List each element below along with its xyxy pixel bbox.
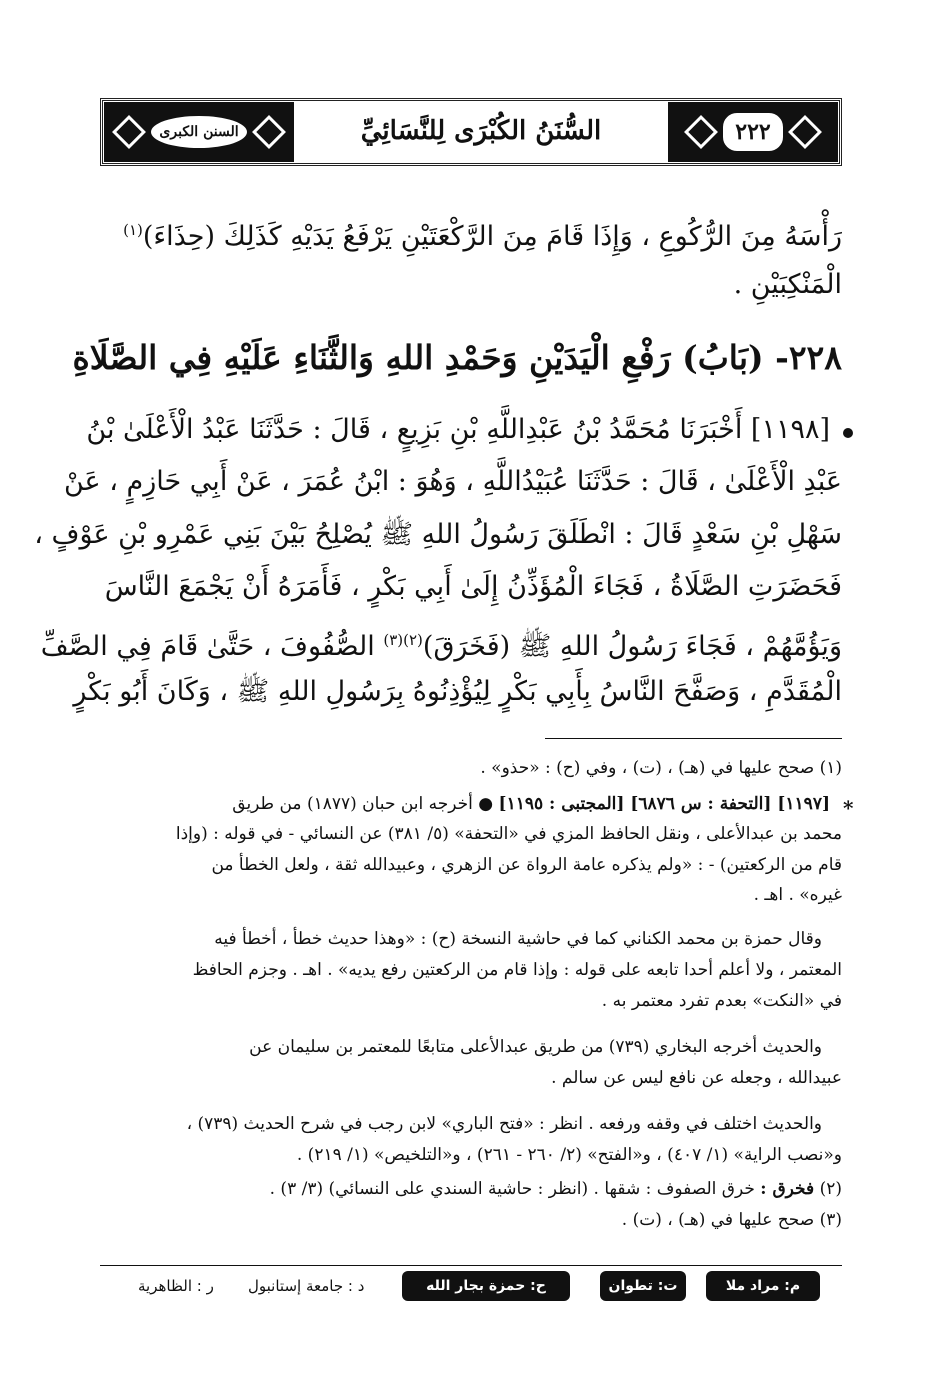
footnote-2-line-2: محمد بن عبدالأعلى ، ونقل الحافظ المزي في «التحفة» (٥/ ٣٨١) عن النسائي - في قوله : (وإذا <box>175 824 842 844</box>
footnote-5-line-2: و«نصب الراية» (١/ ٤٠٧) ، و«الفتح» (٢/ ٢٦٠ - ٢٦١) ، و«التلخيص» (١/ ٢١٩) . <box>296 1145 842 1165</box>
bullet-icon <box>843 428 853 438</box>
hadith-line-5: وَيَؤُمَّهُمْ ، فَجَاءَ رَسُولُ اللهِ ﷺ (فَخَرَقَ)$^{(٢)(٣)}$ الصُّفُوفَ ، حَتَّىٰ قَامَ فِي الصَّفِّ <box>40 631 842 662</box>
footnote-ref: (١) <box>123 221 143 239</box>
footnote-ref: (٢)(٣) <box>383 631 423 649</box>
footnote-4-line-1: والحديث أخرجه البخاري (٧٣٩) من طريق عبدالأعلى متابعًا للمعتمر بن سليمان عن <box>249 1037 822 1057</box>
footnote-4-line-2: عبيدالله ، وجعله عن نافع ليس عن سالم . <box>551 1068 842 1088</box>
footnote-separator <box>545 738 842 739</box>
manuscript-tag-h: ح: حمزة بجار الله <box>402 1271 570 1301</box>
footnote-3-line-1: وقال حمزة بن محمد الكناني كما في حاشية النسخة (ح) : «وهذا حديث خطأ ، أخطأ فيه <box>214 929 822 949</box>
chapter-heading: ٢٢٨- (بَابُ) رَفْعِ الْيَدَيْنِ وَحَمْدِ اللهِ وَالثَّنَاءِ عَلَيْهِ فِي الصَّلَاةِ <box>72 338 842 377</box>
footnote-1: (١) صحح عليها في (هـ) ، (ت) ، وفي (ح) : «حذو» . <box>480 758 842 778</box>
hadith-line-1: [١١٩٨] أَخْبَرَنَا مُحَمَّدُ بْنُ عَبْدِاللَّهِ بْنِ بَزِيعٍ ، قَالَ : حَدَّثَنَا عَبْدُ الْأَعْلَىٰ بْنُ <box>86 414 830 445</box>
continuation-line-2: الْمَنْكِبَيْنِ . <box>733 269 842 300</box>
page-number-ornament <box>668 102 838 162</box>
footnote-7: (٣) صحح عليها في (هـ) ، (ت) . <box>621 1210 842 1230</box>
footnote-5-line-1: والحديث اختلف في وقفه ورفعه . انظر : «فتح الباري» لابن رجب في شرح الحديث (٧٣٩) ، <box>186 1114 822 1134</box>
manuscript-tag-t: ت: تطوان <box>600 1271 686 1301</box>
page-header <box>100 98 842 166</box>
calligraphy-logo: السنن الكبرى <box>151 116 246 148</box>
knot-ornament-icon <box>684 115 718 149</box>
manuscript-tag-m: م: مراد ملا <box>706 1271 820 1301</box>
knot-ornament-icon <box>252 115 286 149</box>
running-title: السُّنَنُ الكُبْرَى لِلنَّسَائِيِّ <box>360 116 602 146</box>
manuscript-label-r: ر : الظاهرية <box>138 1277 214 1295</box>
footnote-star: * <box>843 796 854 820</box>
hadith-line-3: سَهْلِ بْنِ سَعْدٍ قَالَ : انْطَلَقَ رَسُولُ اللهِ ﷺ يُصْلِحُ بَيْنَ بَنِي عَمْرِو بْنِ عَوْفٍ ، <box>34 519 842 550</box>
footnote-2-line-1: [١١٩٧] [التحفة : س ٦٨٧٦] [المجتبى : ١١٩٥] ● أخرجه ابن حبان (١٨٧٧) من طريق <box>232 794 830 814</box>
footnote-3-line-3: في «النكت» بعدم تفرد معتمر به . <box>601 991 842 1011</box>
footnote-2-line-4: غيره» . اهـ . <box>753 885 842 905</box>
knot-ornament-icon <box>112 115 146 149</box>
footnote-2-line-3: قام من الركعتين) - : «ولم يذكره عامة الرواة عن الزهري ، وعبيدالله ثقة ، ولعل الخطأ من <box>211 855 842 875</box>
hadith-line-4: فَحَضَرَتِ الصَّلَاةُ ، فَجَاءَ الْمُؤَذِّنُ إِلَىٰ أَبِي بَكْرٍ ، فَأَمَرَهُ أَنْ يَجْمَعَ النَّاسَ <box>104 571 842 602</box>
hadith-line-2: عَبْدِ الْأَعْلَىٰ ، قَالَ : حَدَّثَنَا عُبَيْدُاللَّهِ ، وَهُوَ : ابْنُ عُمَرَ ، عَنْ أَبِي حَازِمٍ ، عَنْ <box>64 466 842 497</box>
bottom-separator <box>100 1265 842 1266</box>
calligraphy-ornament <box>104 102 294 162</box>
footnote-3-line-2: المعتمر ، ولا أعلم أحدا تابعه على قوله : وإذا قام من الركعتين رفع يديه» . اهـ . وجزم الحافظ <box>192 960 842 980</box>
page-number: ٢٢٢ <box>723 113 782 151</box>
knot-ornament-icon <box>788 115 822 149</box>
manuscript-label-d: د : جامعة إستانبول <box>248 1277 365 1295</box>
continuation-line-1: رَأْسَهُ مِنَ الرُّكُوعِ ، وَإِذَا قَامَ مِنَ الرَّكْعَتَيْنِ يَرْفَعُ يَدَيْهِ كَذَلِكَ (حِذَاءَ)$^{(١)}$ <box>123 221 842 252</box>
hadith-line-6: الْمُقَدَّمِ ، وَصَفَّحَ النَّاسُ بِأَبِي بَكْرٍ لِيُؤْذِنُوهُ بِرَسُولِ اللهِ ﷺ ، وَكَانَ أَبُو بَكْرٍ <box>73 676 842 707</box>
footnote-6: (٢) فخرق : خرق الصفوف : شقها . (انظر : حاشية السندي على النسائي) (٣/ ٣) . <box>269 1179 842 1199</box>
